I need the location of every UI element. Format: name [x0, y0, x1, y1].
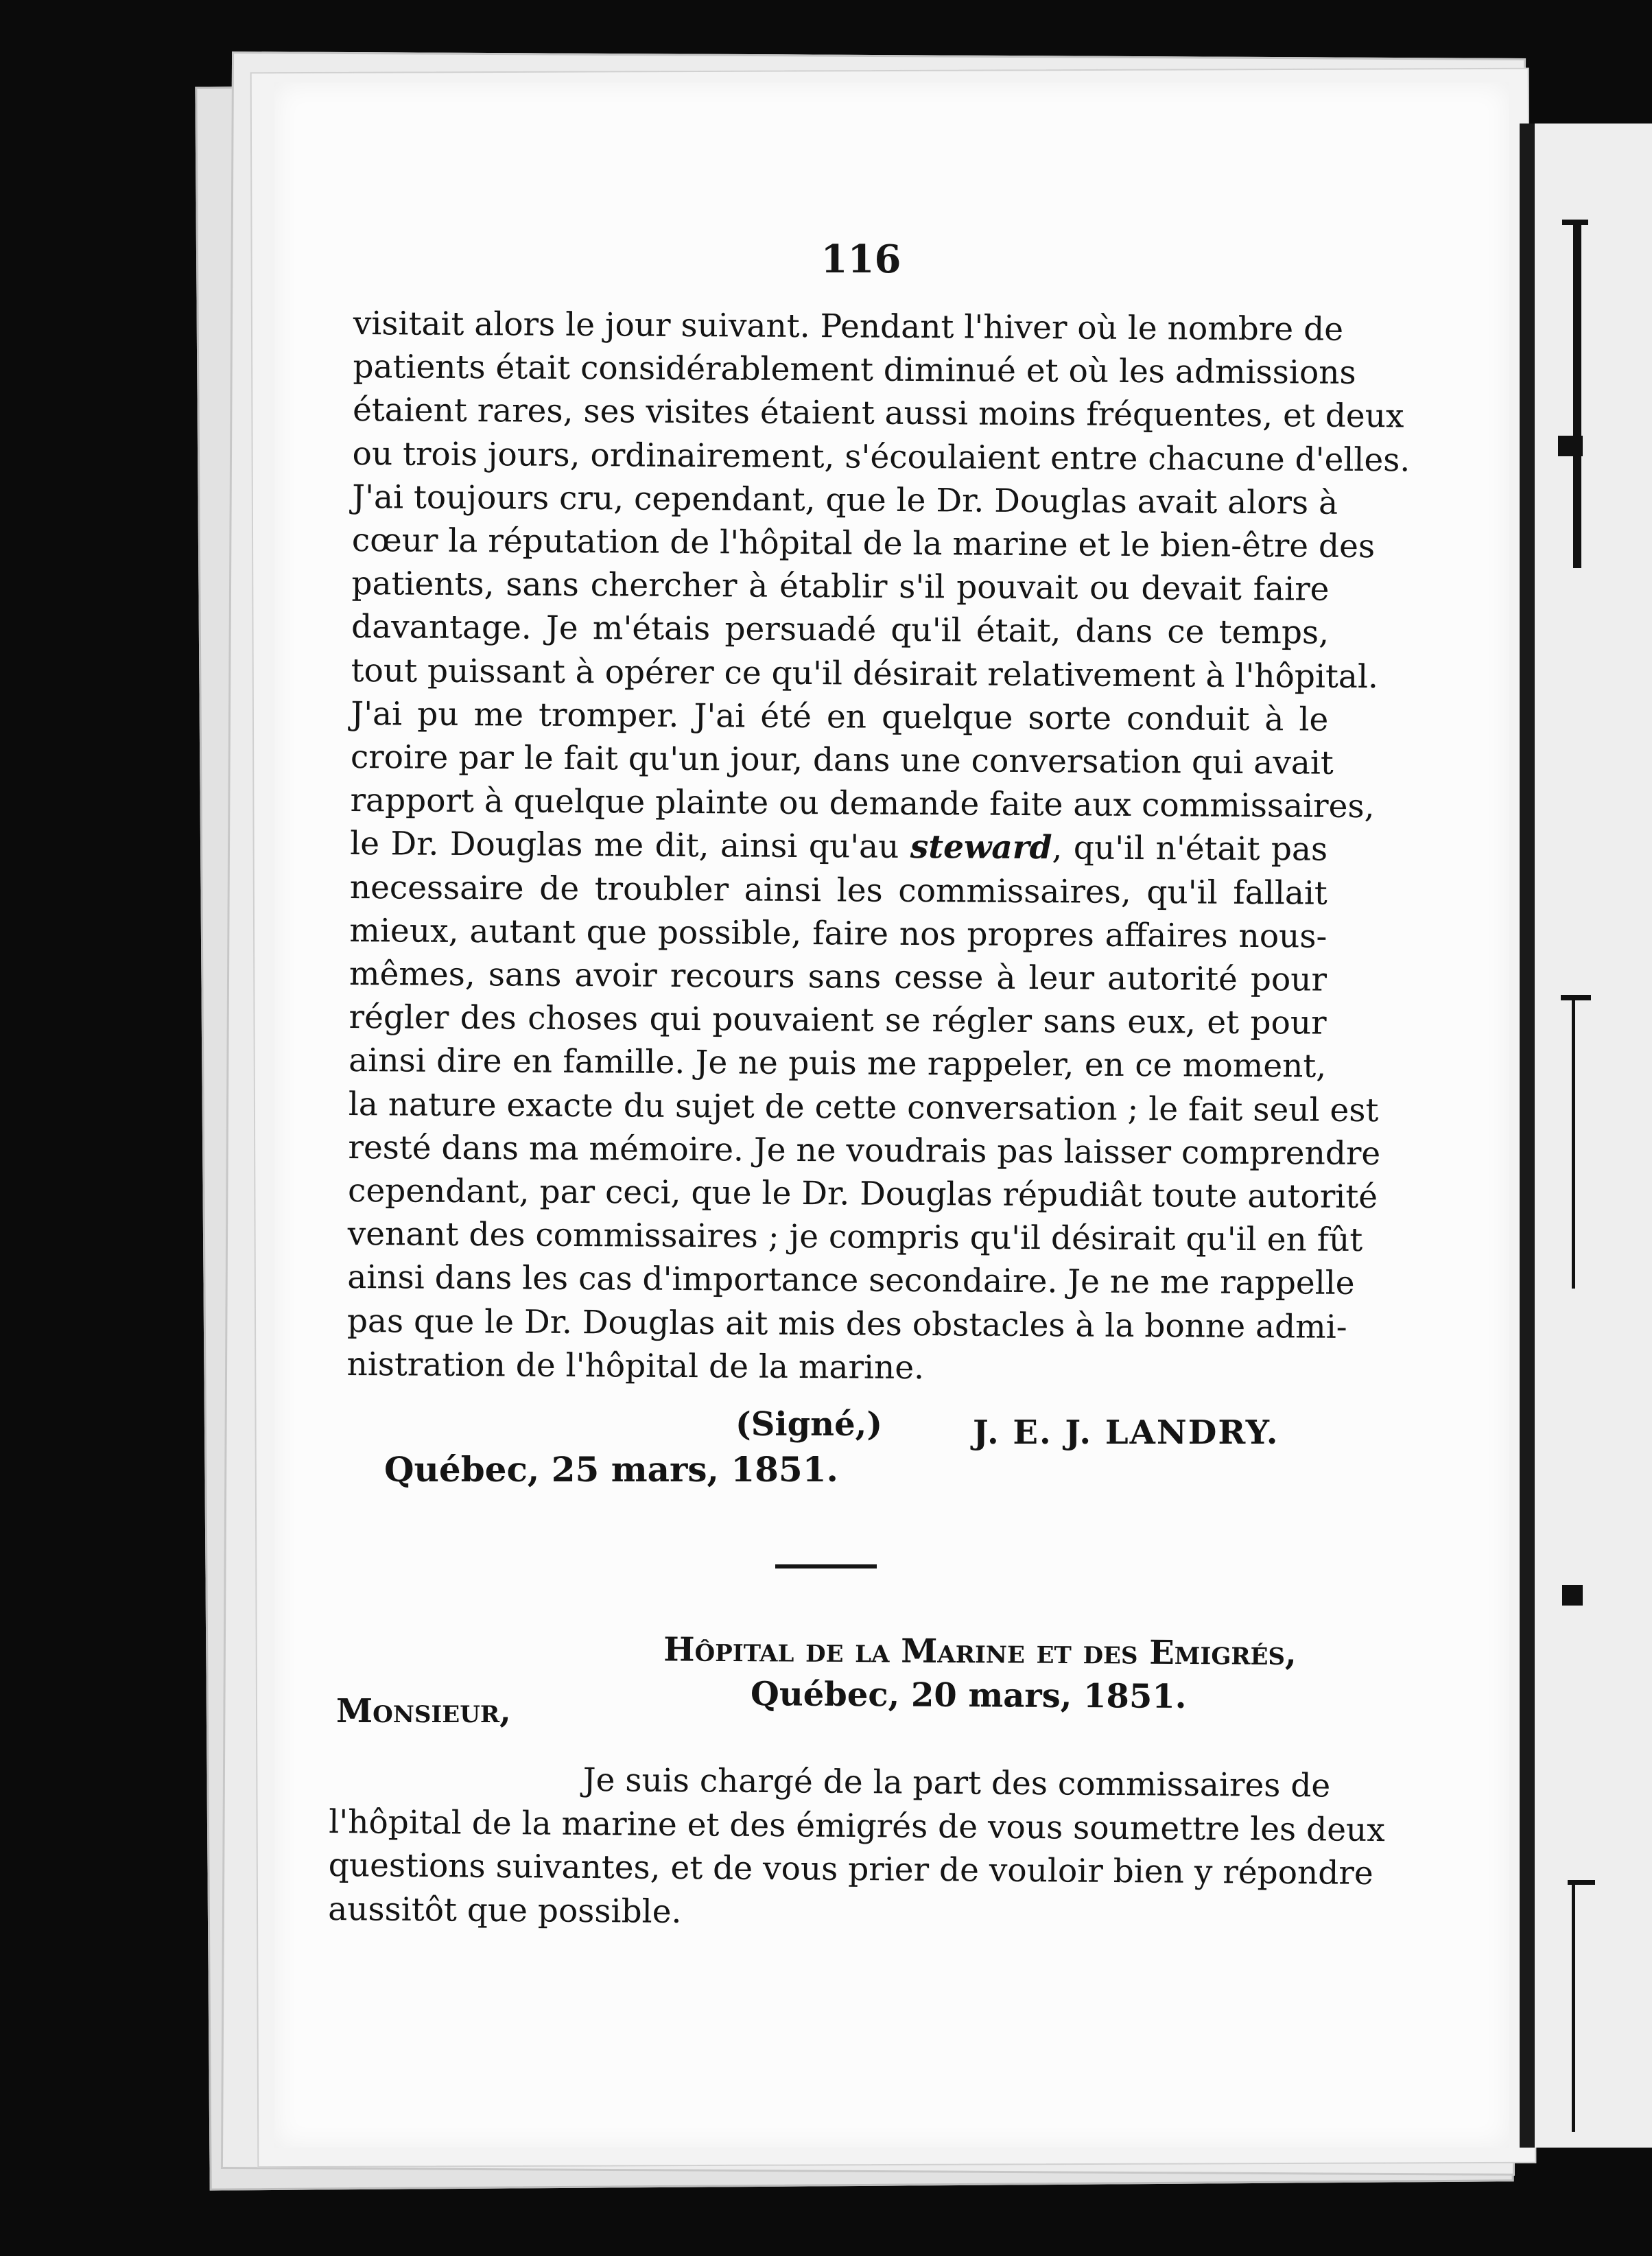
print-mark: [1572, 1885, 1575, 2132]
print-mark: [1572, 1000, 1575, 1289]
letterhead-institution: Hôpital de la Marine et des Emigrés,: [663, 1630, 1297, 1673]
body-line: resté dans ma mémoire. Je ne voudrais pas laisser comprendre: [348, 1128, 1381, 1173]
signed-label: (Signé,): [735, 1405, 883, 1444]
letter-line: l'hôpital de la marine et des émigrés de vous soumettre les deux: [329, 1802, 1386, 1849]
print-mark: [1568, 1880, 1595, 1885]
body-line: mêmes, sans avoir recours sans cesse à leur autorité pour: [349, 955, 1328, 999]
print-mark: [1561, 995, 1591, 1000]
salutation: Monsieur,: [336, 1692, 511, 1730]
print-mark: [1573, 225, 1581, 568]
letter-paragraph: [328, 1756, 1386, 1938]
letter-line: aussitôt que possible.: [328, 1890, 682, 1931]
print-mark: [1562, 220, 1588, 225]
body-line: J'ai pu me tromper. J'ai été en quelque sorte conduit à le: [351, 694, 1329, 739]
body-line: cœur la réputation de l'hôpital de la marine et le bien-être des: [351, 521, 1376, 566]
body-line-steward: [350, 822, 1328, 871]
steward-word: steward: [910, 828, 1052, 867]
letter-line: questions suivantes, et de vous prier de vouloir bien y répondre: [328, 1846, 1373, 1892]
adjacent-page-strip: [1520, 124, 1652, 2148]
body-line: pas que le Dr. Douglas ait mis des obstacles à la bonne admi-: [346, 1302, 1347, 1346]
body-line: tout puissant à opérer ce qu'il désirait relativement à l'hôpital.: [351, 651, 1379, 696]
body-line: patients était considérablement diminué et où les admissions: [353, 348, 1356, 392]
body-line: visitait alors le jour suivant. Pendant l'hiver où le nombre de: [353, 304, 1344, 349]
signature-date: Québec, 25 mars, 1851.: [384, 1449, 838, 1490]
body-line: rapport à quelque plainte ou demande faite aux commissaires,: [350, 782, 1375, 826]
body-line: patients, sans chercher à établir s'il pouvait ou devait faire: [351, 565, 1330, 609]
body-line: cependant, par ceci, que le Dr. Douglas répudiât toute autorité: [347, 1172, 1378, 1217]
body-line: nistration de l'hôpital de la marine.: [346, 1345, 925, 1387]
body-line: J'ai toujours cru, cependant, que le Dr. Douglas avait alors à: [352, 478, 1338, 522]
body-line: la nature exacte du sujet de cette conversation ; le fait seul est: [348, 1085, 1379, 1129]
signer-name: J. E. J. LANDRY.: [973, 1413, 1279, 1452]
page-gutter: [1520, 124, 1535, 2148]
body-line: ainsi dire en famille. Je ne puis me rappeler, en ce moment,: [349, 1042, 1327, 1086]
section-divider: [775, 1564, 877, 1568]
body-line: necessaire de troubler ainsi les commissaires, qu'il fallait: [349, 868, 1328, 913]
body-line: régler des choses qui pouvaient se régler sans eux, et pour: [349, 998, 1327, 1042]
print-mark: [1558, 436, 1583, 456]
body-line: davantage. Je m'étais persuadé qu'il était, dans ce temps,: [351, 608, 1330, 653]
body-line: mieux, autant que possible, faire nos propres affaires nous-: [349, 911, 1328, 956]
body-line: venant des commissaires ; je compris qu'il désirait qu'il en fût: [347, 1215, 1363, 1260]
letterhead: [658, 1628, 1297, 1719]
print-mark: [1562, 1585, 1583, 1606]
letterhead-date: Québec, 20 mars, 1851.: [750, 1675, 1187, 1717]
letter-line: Je suis chargé de la part des commissaires de: [582, 1761, 1331, 1805]
body-line: ainsi dans les cas d'importance secondaire. Je ne me rappelle: [347, 1258, 1355, 1303]
body-line-end: , qu'il n'était pas: [1052, 829, 1328, 869]
body-line: croire par le fait qu'un jour, dans une conversation qui avait: [350, 738, 1334, 782]
body-line: ou trois jours, ordinairement, s'écoulaient entre chacune d'elles.: [352, 434, 1411, 480]
page-number: 116: [821, 237, 901, 282]
body-line-start: le Dr. Douglas me dit, ainsi qu'au: [350, 825, 899, 867]
testimony-paragraph: [346, 302, 1411, 1392]
body-line: étaient rares, ses visites étaient aussi moins fréquentes, et deux: [352, 391, 1404, 436]
